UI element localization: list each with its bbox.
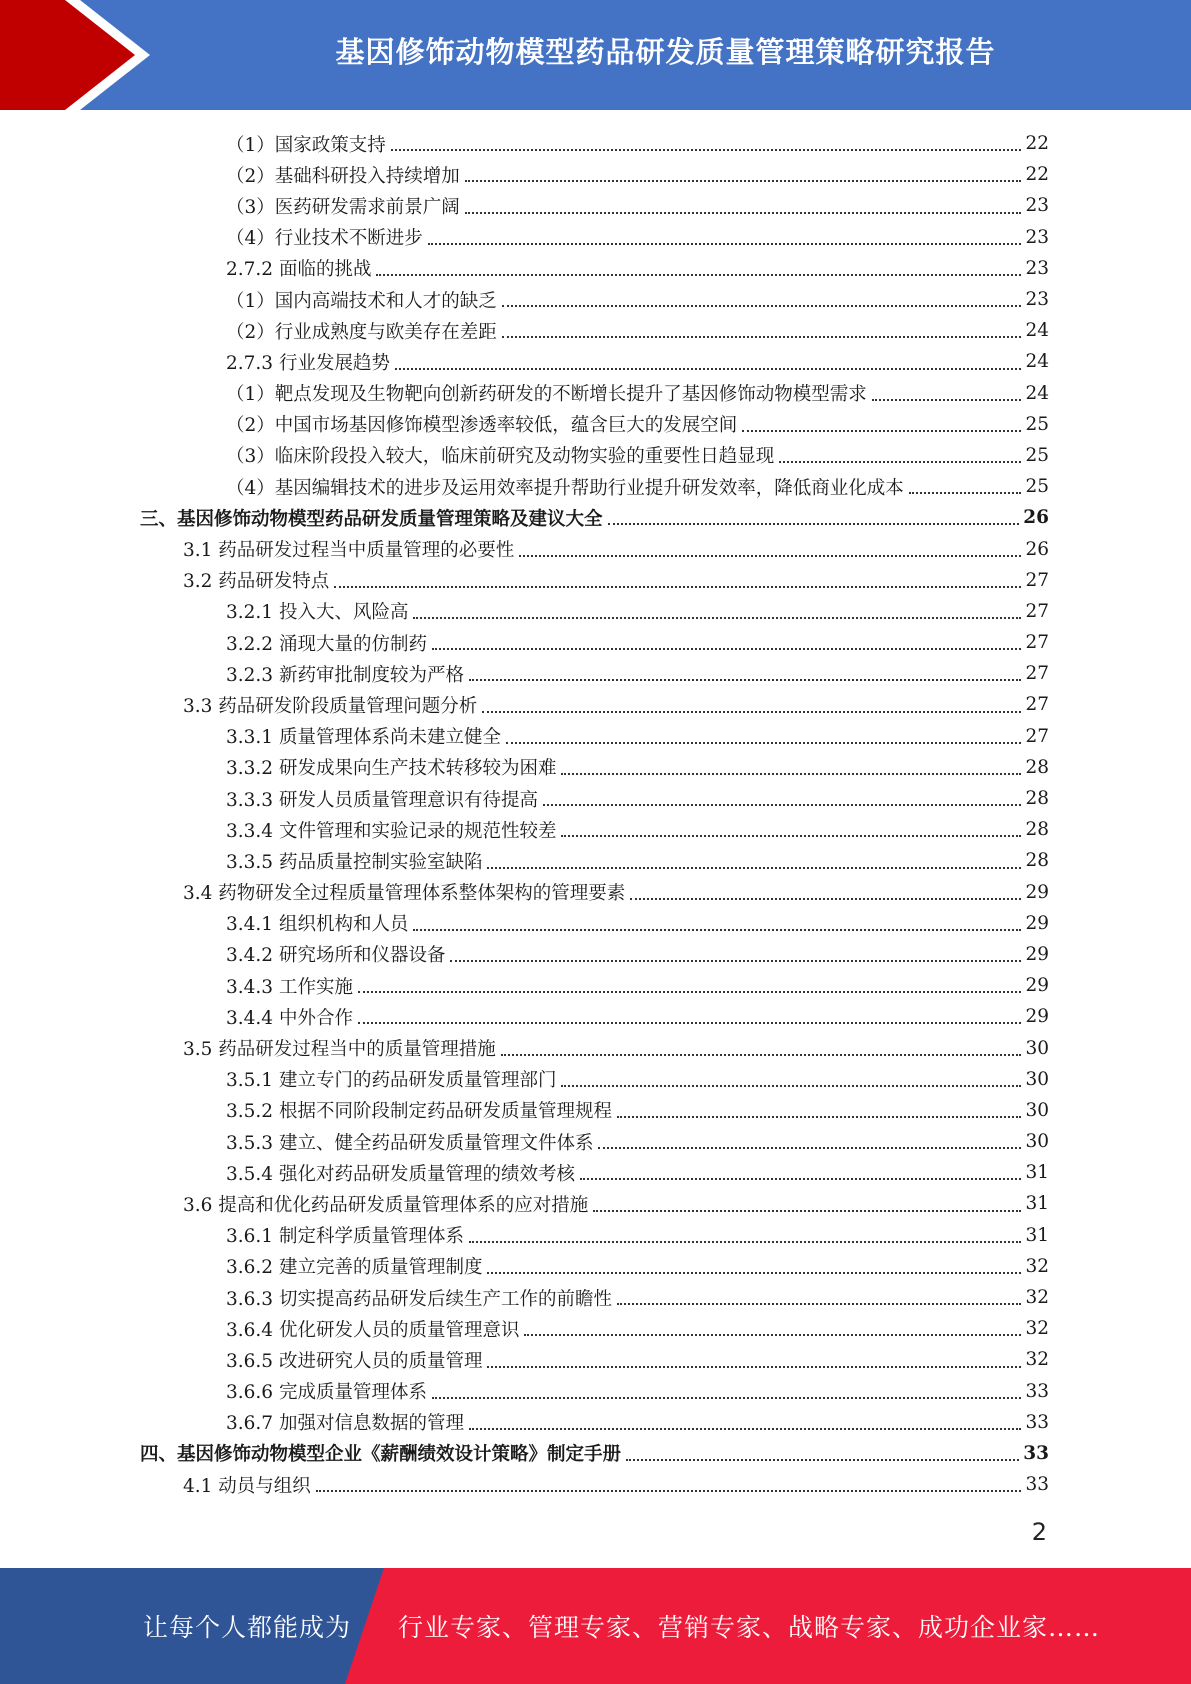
toc-dot-leader: [617, 1115, 1021, 1118]
toc-entry[interactable]: [140, 814, 1049, 845]
toc-entry[interactable]: [140, 378, 1049, 409]
toc-entry-page: 28: [1025, 756, 1049, 778]
toc-entry[interactable]: [140, 1469, 1049, 1500]
toc-dot-leader: [482, 710, 1021, 713]
toc-dot-leader: [626, 1458, 1019, 1461]
toc-entry-page: 23: [1025, 257, 1049, 279]
toc-entry-label: 3.5.1 建立专门的药品研发质量管理部门: [226, 1070, 557, 1092]
toc-entry-label: 3.6.2 建立完善的质量管理制度: [226, 1257, 483, 1279]
toc-entry-page: 25: [1025, 413, 1049, 435]
toc-entry-page: 25: [1025, 476, 1049, 498]
toc-entry-label: 3.2 药品研发特点: [183, 571, 330, 593]
toc-entry-label: （3）临床阶段投入较大，临床前研究及动物实验的重要性日趋显现: [226, 446, 775, 468]
toc-entry[interactable]: [140, 877, 1049, 908]
table-of-contents: [140, 128, 1049, 1500]
toc-entry[interactable]: [140, 970, 1049, 1001]
toc-entry[interactable]: [140, 159, 1049, 190]
toc-dot-leader: [428, 242, 1022, 245]
toc-entry-label: 3.3.5 药品质量控制实验室缺陷: [226, 851, 483, 873]
toc-entry-label: （4）行业技术不断进步: [226, 228, 423, 250]
toc-entry-page: 26: [1023, 507, 1049, 529]
toc-dot-leader: [580, 1177, 1021, 1180]
toc-entry-label: 3.3.2 研发成果向生产技术转移较为困难: [226, 758, 557, 780]
toc-dot-leader: [465, 179, 1022, 182]
toc-entry[interactable]: [140, 284, 1049, 315]
toc-entry-page: 23: [1025, 195, 1049, 217]
toc-entry[interactable]: [140, 1282, 1049, 1313]
page-header: [0, 0, 1191, 110]
toc-dot-leader: [561, 1084, 1021, 1087]
toc-entry[interactable]: [140, 627, 1049, 658]
toc-entry-page: 25: [1025, 444, 1049, 466]
toc-entry-page: 28: [1025, 850, 1049, 872]
toc-entry[interactable]: [140, 315, 1049, 346]
toc-dot-leader: [432, 647, 1021, 650]
toc-entry-label: 3.3.4 文件管理和实验记录的规范性较差: [226, 820, 557, 842]
toc-entry[interactable]: [140, 939, 1049, 970]
toc-entry-page: 26: [1025, 538, 1049, 560]
toc-entry-label: 3.3 药品研发阶段质量管理问题分析: [183, 695, 478, 717]
toc-entry-page: 29: [1025, 881, 1049, 903]
toc-entry[interactable]: [140, 1126, 1049, 1157]
footer-slogan-left: 让每个人都能成为: [143, 1613, 352, 1642]
toc-entry[interactable]: [140, 1157, 1049, 1188]
toc-dot-leader: [502, 304, 1022, 307]
toc-entry[interactable]: [140, 1438, 1049, 1469]
toc-entry-page: 33: [1023, 1442, 1049, 1464]
toc-entry-page: 33: [1025, 1474, 1049, 1496]
toc-entry-page: 24: [1025, 382, 1049, 404]
toc-dot-leader: [469, 1427, 1021, 1430]
toc-entry-label: 3.6.3 切实提高药品研发后续生产工作的前瞻性: [226, 1288, 612, 1310]
footer-slogan-right: 行业专家、管理专家、营销专家、战略专家、成功企业家……: [398, 1613, 1101, 1642]
toc-entry[interactable]: [140, 908, 1049, 939]
toc-entry-page: 24: [1025, 320, 1049, 342]
toc-entry-label: 3.5 药品研发过程当中的质量管理措施: [183, 1039, 496, 1061]
toc-entry-label: （1）国家政策支持: [226, 134, 386, 156]
toc-entry-page: 27: [1025, 600, 1049, 622]
toc-entry[interactable]: [140, 1251, 1049, 1282]
toc-dot-leader: [561, 834, 1021, 837]
toc-entry[interactable]: [140, 222, 1049, 253]
toc-dot-leader: [413, 928, 1021, 931]
toc-entry-page: 27: [1025, 632, 1049, 654]
toc-dot-leader: [450, 959, 1021, 962]
toc-dot-leader: [395, 367, 1021, 370]
toc-dot-leader: [779, 460, 1021, 463]
toc-entry-label: （1）靶点发现及生物靶向创新药研发的不断增长提升了基因修饰动物模型需求: [226, 384, 867, 406]
toc-entry[interactable]: [140, 533, 1049, 564]
toc-entry[interactable]: [140, 845, 1049, 876]
toc-entry-label: （1）国内高端技术和人才的缺乏: [226, 290, 497, 312]
toc-entry-label: 3.6 提高和优化药品研发质量管理体系的应对措施: [183, 1194, 589, 1216]
toc-entry-label: （2）中国市场基因修饰模型渗透率较低，蕴含巨大的发展空间: [226, 415, 738, 437]
toc-entry-page: 29: [1025, 943, 1049, 965]
toc-entry-page: 22: [1025, 133, 1049, 155]
toc-entry-label: 3.5.3 建立、健全药品研发质量管理文件体系: [226, 1132, 594, 1154]
toc-entry[interactable]: [140, 783, 1049, 814]
toc-entry-label: 3.2.2 涌现大量的仿制药: [226, 633, 427, 655]
toc-dot-leader: [358, 990, 1022, 993]
toc-entry-page: 27: [1025, 725, 1049, 747]
toc-entry[interactable]: [140, 1376, 1049, 1407]
toc-entry-page: 30: [1025, 1068, 1049, 1090]
toc-entry-label: 3.5.4 强化对药品研发质量管理的绩效考核: [226, 1163, 575, 1185]
page-number: 2: [1031, 1518, 1047, 1546]
toc-entry-page: 32: [1025, 1287, 1049, 1309]
toc-dot-leader: [617, 1302, 1021, 1305]
toc-entry[interactable]: [140, 1001, 1049, 1032]
toc-entry[interactable]: [140, 1220, 1049, 1251]
toc-dot-leader: [413, 616, 1021, 619]
toc-entry-label: 3.2.3 新药审批制度较为严格: [226, 664, 464, 686]
toc-entry[interactable]: [140, 752, 1049, 783]
toc-entry-label: 3.3.1 质量管理体系尚未建立健全: [226, 727, 501, 749]
toc-entry-page: 30: [1025, 1099, 1049, 1121]
toc-entry-label: 3.5.2 根据不同阶段制定药品研发质量管理规程: [226, 1101, 612, 1123]
toc-entry-label: （2）基础科研投入持续增加: [226, 165, 460, 187]
toc-entry-label: 3.4.4 中外合作: [226, 1007, 353, 1029]
toc-entry-label: 3.6.7 加强对信息数据的管理: [226, 1413, 464, 1435]
toc-entry-label: （4）基因编辑技术的进步及运用效率提升帮助行业提升研发效率，降低商业化成本: [226, 477, 904, 499]
toc-dot-leader: [501, 1053, 1022, 1056]
toc-entry[interactable]: [140, 1032, 1049, 1063]
toc-entry-label: 3.3.3 研发人员质量管理意识有待提高: [226, 789, 538, 811]
toc-dot-leader: [524, 1333, 1021, 1336]
toc-dot-leader: [376, 273, 1021, 276]
toc-entry-label: 3.6.4 优化研发人员的质量管理意识: [226, 1319, 520, 1341]
toc-entry-label: 3.4.2 研究场所和仪器设备: [226, 945, 446, 967]
toc-entry[interactable]: [140, 128, 1049, 159]
toc-entry-page: 33: [1025, 1411, 1049, 1433]
toc-entry[interactable]: [140, 1313, 1049, 1344]
toc-entry[interactable]: [140, 440, 1049, 471]
toc-entry[interactable]: [140, 471, 1049, 502]
toc-dot-leader: [598, 1146, 1021, 1149]
toc-entry-page: 23: [1025, 226, 1049, 248]
toc-dot-leader: [334, 585, 1021, 588]
toc-dot-leader: [742, 429, 1021, 432]
toc-entry-label: 3.6.1 制定科学质量管理体系: [226, 1226, 464, 1248]
toc-dot-leader: [506, 741, 1021, 744]
toc-dot-leader: [432, 1396, 1021, 1399]
toc-dot-leader: [316, 1489, 1022, 1492]
toc-dot-leader: [469, 1240, 1021, 1243]
toc-entry-page: 22: [1025, 164, 1049, 186]
header-arrow-decoration: [0, 0, 160, 110]
toc-dot-leader: [391, 148, 1022, 151]
toc-entry-label: 3.1 药品研发过程当中质量管理的必要性: [183, 540, 515, 562]
toc-entry-page: 30: [1025, 1037, 1049, 1059]
toc-dot-leader: [909, 491, 1022, 494]
toc-entry-label: 4.1 动员与组织: [183, 1475, 311, 1497]
toc-entry-page: 27: [1025, 569, 1049, 591]
toc-dot-leader: [358, 1021, 1022, 1024]
toc-dot-leader: [561, 772, 1021, 775]
toc-entry-label: 3.4 药物研发全过程质量管理体系整体架构的管理要素: [183, 883, 626, 905]
toc-entry-label: 2.7.2 面临的挑战: [226, 259, 372, 281]
toc-entry-page: 28: [1025, 788, 1049, 810]
toc-entry-page: 23: [1025, 289, 1049, 311]
toc-dot-leader: [487, 1365, 1021, 1368]
toc-entry[interactable]: [140, 1095, 1049, 1126]
toc-entry-label: 四、基因修饰动物模型企业《薪酬绩效设计策略》制定手册: [140, 1444, 622, 1466]
toc-entry[interactable]: [140, 502, 1049, 533]
toc-entry-label: 2.7.3 行业发展趋势: [226, 352, 390, 374]
toc-dot-leader: [608, 522, 1020, 525]
toc-entry-label: 三、基因修饰动物模型药品研发质量管理策略及建议大全: [140, 508, 603, 530]
toc-dot-leader: [487, 1271, 1021, 1274]
toc-entry[interactable]: [140, 190, 1049, 221]
toc-entry-page: 32: [1025, 1255, 1049, 1277]
toc-entry[interactable]: [140, 689, 1049, 720]
toc-entry-page: 32: [1025, 1318, 1049, 1340]
toc-entry-label: 3.4.3 工作实施: [226, 976, 353, 998]
toc-entry[interactable]: [140, 721, 1049, 752]
toc-entry[interactable]: [140, 1344, 1049, 1375]
toc-entry-page: 31: [1025, 1224, 1049, 1246]
toc-entry[interactable]: [140, 565, 1049, 596]
toc-entry-page: 31: [1025, 1193, 1049, 1215]
toc-dot-leader: [502, 335, 1022, 338]
toc-entry-page: 31: [1025, 1162, 1049, 1184]
header-title: 基因修饰动物模型药品研发质量管理策略研究报告: [335, 34, 996, 69]
page-footer: [0, 1568, 1191, 1684]
toc-entry[interactable]: [140, 1188, 1049, 1219]
toc-entry[interactable]: [140, 346, 1049, 377]
toc-entry-label: （2）行业成熟度与欧美存在差距: [226, 321, 497, 343]
toc-entry[interactable]: [140, 658, 1049, 689]
toc-entry[interactable]: [140, 253, 1049, 284]
toc-entry-page: 33: [1025, 1380, 1049, 1402]
toc-entry-label: 3.4.1 组织机构和人员: [226, 914, 409, 936]
toc-entry-page: 27: [1025, 663, 1049, 685]
toc-entry-page: 24: [1025, 351, 1049, 373]
toc-entry-page: 32: [1025, 1349, 1049, 1371]
toc-dot-leader: [593, 1209, 1021, 1212]
toc-dot-leader: [543, 803, 1021, 806]
toc-entry-page: 30: [1025, 1131, 1049, 1153]
toc-dot-leader: [487, 866, 1021, 869]
toc-entry-page: 28: [1025, 819, 1049, 841]
toc-entry-page: 29: [1025, 975, 1049, 997]
toc-dot-leader: [469, 678, 1021, 681]
toc-entry[interactable]: [140, 409, 1049, 440]
toc-entry[interactable]: [140, 596, 1049, 627]
toc-dot-leader: [465, 211, 1022, 214]
toc-entry-label: 3.6.5 改进研究人员的质量管理: [226, 1350, 483, 1372]
toc-entry[interactable]: [140, 1064, 1049, 1095]
toc-entry-page: 29: [1025, 1006, 1049, 1028]
toc-dot-leader: [630, 897, 1021, 900]
toc-entry-page: 29: [1025, 912, 1049, 934]
toc-entry-label: 3.6.6 完成质量管理体系: [226, 1382, 427, 1404]
toc-dot-leader: [519, 554, 1021, 557]
toc-dot-leader: [872, 398, 1022, 401]
toc-entry[interactable]: [140, 1407, 1049, 1438]
toc-entry-label: （3）医药研发需求前景广阔: [226, 196, 460, 218]
toc-entry-page: 27: [1025, 694, 1049, 716]
toc-entry-label: 3.2.1 投入大、风险高: [226, 602, 409, 624]
